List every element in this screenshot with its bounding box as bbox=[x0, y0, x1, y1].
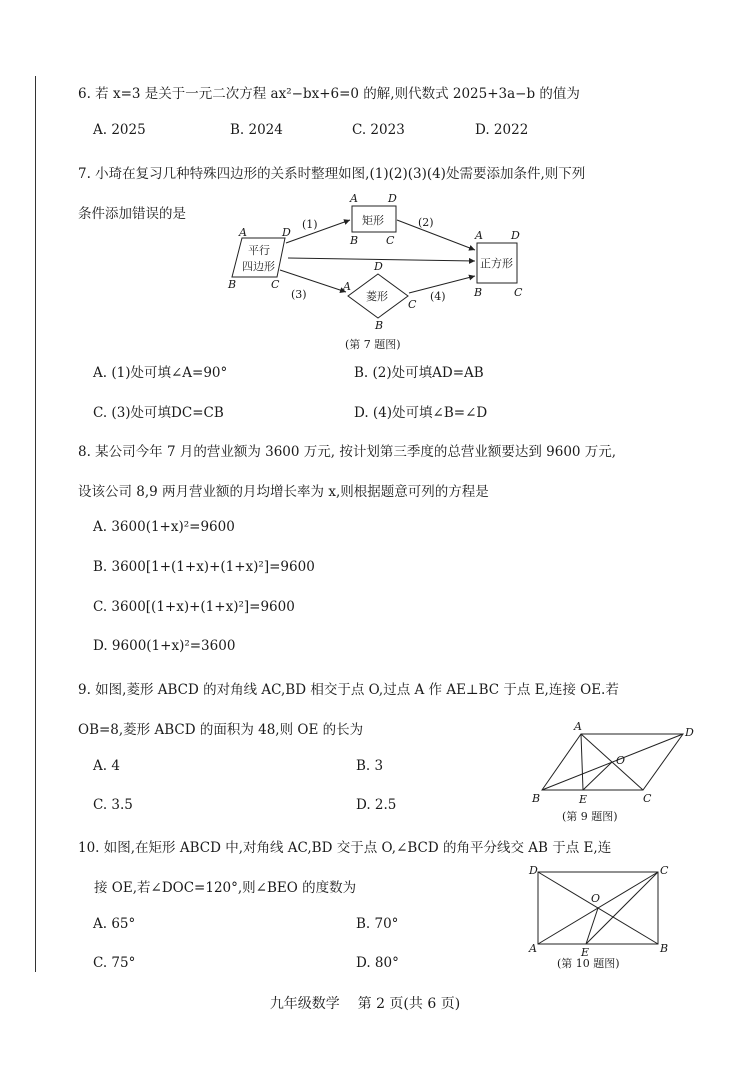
question-10-stem-line2: 接 OE,若∠DOC=120°,则∠BEO 的度数为 bbox=[94, 880, 357, 896]
svg-text:B: B bbox=[660, 942, 669, 955]
svg-text:A: A bbox=[529, 942, 537, 955]
q8-option-a: A. 3600(1+x)²=9600 bbox=[93, 519, 235, 535]
q7-option-a: A. (1)处可填∠A=90° bbox=[93, 365, 228, 381]
svg-text:O: O bbox=[616, 754, 626, 767]
q7-figure-caption: (第 7 题图) bbox=[345, 338, 401, 351]
q8-option-d: D. 9600(1+x)²=3600 bbox=[93, 638, 236, 654]
svg-text:C: C bbox=[660, 864, 669, 877]
svg-text:D: D bbox=[388, 192, 397, 205]
q10-rectangle-diagram bbox=[528, 862, 688, 962]
svg-text:D: D bbox=[685, 726, 694, 739]
question-9-stem-line1: 9. 如图,菱形 ABCD 的对角线 AC,BD 相交于点 O,过点 A 作 AE⊥BC 于点 E,连接 OE.若 bbox=[78, 682, 619, 698]
q9-figure-caption: (第 9 题图) bbox=[562, 810, 618, 823]
page-footer bbox=[0, 993, 730, 1013]
svg-text:A: A bbox=[350, 192, 358, 205]
question-10-stem-line1: 10. 如图,在矩形 ABCD 中,对角线 AC,BD 交于点 O,∠BCD 的角平分线交 AB 于点 E,连 bbox=[78, 840, 612, 856]
svg-text:A: A bbox=[574, 720, 582, 733]
footer-page-number: 第 2 页(共 6 页) bbox=[357, 996, 461, 1012]
arrow-label-1: (1) bbox=[302, 218, 318, 231]
q8-option-c: C. 3600[(1+x)+(1+x)²]=9600 bbox=[93, 599, 295, 615]
svg-text:B: B bbox=[350, 234, 359, 247]
svg-text:E: E bbox=[579, 793, 588, 806]
q7-quadrilateral-diagram bbox=[222, 188, 542, 338]
question-8-stem-line2: 设该公司 8,9 两月营业额的月均增长率为 x,则根据题意可列的方程是 bbox=[78, 484, 489, 500]
q7-option-d: D. (4)处可填∠B=∠D bbox=[354, 405, 488, 421]
q9-option-c: C. 3.5 bbox=[93, 797, 133, 813]
q8-option-b: B. 3600[1+(1+x)+(1+x)²]=9600 bbox=[93, 559, 315, 575]
q6-option-b: B. 2024 bbox=[230, 122, 283, 138]
arrow-label-4: (4) bbox=[430, 290, 446, 303]
q10-option-a: A. 65° bbox=[93, 916, 136, 932]
svg-text:D: D bbox=[282, 226, 291, 239]
svg-text:D: D bbox=[529, 864, 538, 877]
square-label: 正方形 bbox=[480, 257, 513, 270]
q6-option-d: D. 2022 bbox=[475, 122, 529, 138]
q6-option-a: A. 2025 bbox=[93, 122, 146, 138]
svg-text:A: A bbox=[343, 280, 351, 293]
q10-option-b: B. 70° bbox=[356, 916, 399, 932]
q9-option-a: A. 4 bbox=[93, 758, 120, 774]
question-8-stem-line1: 8. 某公司今年 7 月的营业额为 3600 万元, 按计划第三季度的总营业额要达到 9600 万元, bbox=[78, 444, 617, 460]
svg-text:B: B bbox=[532, 792, 541, 805]
q10-option-c: C. 75° bbox=[93, 955, 136, 971]
rectangle-label: 矩形 bbox=[362, 214, 384, 227]
q9-option-d: D. 2.5 bbox=[356, 797, 397, 813]
svg-text:B: B bbox=[228, 278, 237, 291]
svg-text:C: C bbox=[408, 298, 417, 311]
q7-option-c: C. (3)处可填DC=CB bbox=[93, 405, 224, 421]
svg-text:D: D bbox=[511, 229, 520, 242]
q10-figure-caption: (第 10 题图) bbox=[557, 957, 620, 970]
question-7-stem-line1: 7. 小琦在复习几种特殊四边形的关系时整理如图,(1)(2)(3)(4)处需要添加条件,则下列 bbox=[78, 166, 586, 182]
svg-text:A: A bbox=[239, 226, 247, 239]
svg-text:C: C bbox=[514, 286, 523, 299]
q9-rhombus-diagram bbox=[530, 720, 700, 810]
q6-option-c: C. 2023 bbox=[352, 122, 405, 138]
arrow-label-2: (2) bbox=[418, 216, 434, 229]
question-9-stem-line2: OB=8,菱形 ABCD 的面积为 48,则 OE 的长为 bbox=[78, 722, 364, 738]
arrow-label-3: (3) bbox=[291, 288, 307, 301]
svg-text:B: B bbox=[474, 286, 483, 299]
parallelogram-label-2: 四边形 bbox=[242, 260, 275, 273]
q10-option-d: D. 80° bbox=[356, 955, 399, 971]
svg-text:C: C bbox=[271, 278, 280, 291]
q7-option-b: B. (2)处可填AD=AB bbox=[354, 365, 484, 381]
svg-text:D: D bbox=[374, 260, 383, 273]
svg-text:E: E bbox=[581, 946, 590, 959]
footer-subject: 九年级数学 bbox=[269, 996, 340, 1012]
q9-option-b: B. 3 bbox=[356, 758, 384, 774]
rhombus-label: 菱形 bbox=[366, 290, 388, 303]
question-6-stem: 6. 若 x=3 是关于一元二次方程 ax²−bx+6=0 的解,则代数式 2025+3a−b 的值为 bbox=[78, 86, 580, 102]
question-7-stem-line2: 条件添加错误的是 bbox=[78, 206, 186, 222]
svg-text:C: C bbox=[643, 792, 652, 805]
svg-text:A: A bbox=[475, 229, 483, 242]
left-margin-line bbox=[35, 76, 36, 972]
svg-text:O: O bbox=[591, 892, 601, 905]
parallelogram-label-1: 平行 bbox=[248, 244, 270, 257]
svg-text:C: C bbox=[386, 234, 395, 247]
svg-text:B: B bbox=[375, 319, 384, 332]
